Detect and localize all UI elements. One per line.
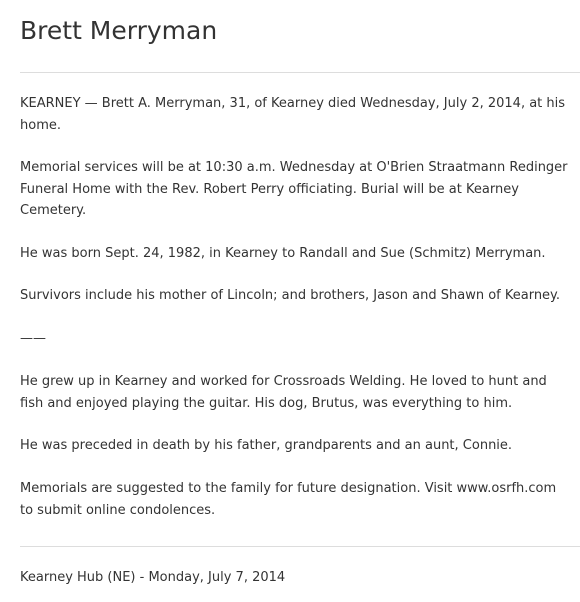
footer-divider xyxy=(20,546,580,547)
paragraph-biography: He grew up in Kearney and worked for Crossroads Welding. He loved to hunt and fish and enjoyed playing the guitar. His dog, Brutus, was everything to him. xyxy=(20,374,547,411)
title-divider xyxy=(20,72,580,73)
paragraph-preceded: He was preceded in death by his father, grandparents and an aunt, Connie. xyxy=(20,438,513,453)
source-citation: Kearney Hub (NE) - Monday, July 7, 2014 xyxy=(20,570,286,585)
paragraph-death-notice: KEARNEY — Brett A. Merryman, 31, of Kearney died Wednesday, July 2, 2014, at his home. xyxy=(20,96,566,133)
paragraph-services: Memorial services will be at 10:30 a.m. Wednesday at O'Brien Straatmann Redinger Funeral Home with the Rev. Robert Perry officiating. Burial will be at Kearney Cemetery. xyxy=(20,160,568,218)
section-separator: —— xyxy=(20,331,46,346)
page-title: Brett Merryman xyxy=(20,16,218,45)
paragraph-birth: He was born Sept. 24, 1982, in Kearney to Randall and Sue (Schmitz) Merryman. xyxy=(20,246,546,261)
paragraph-survivors: Survivors include his mother of Lincoln; and brothers, Jason and Shawn of Kearney. xyxy=(20,288,561,303)
paragraph-memorials: Memorials are suggested to the family for future designation. Visit www.osrfh.com to submit online condolences. xyxy=(20,481,557,518)
